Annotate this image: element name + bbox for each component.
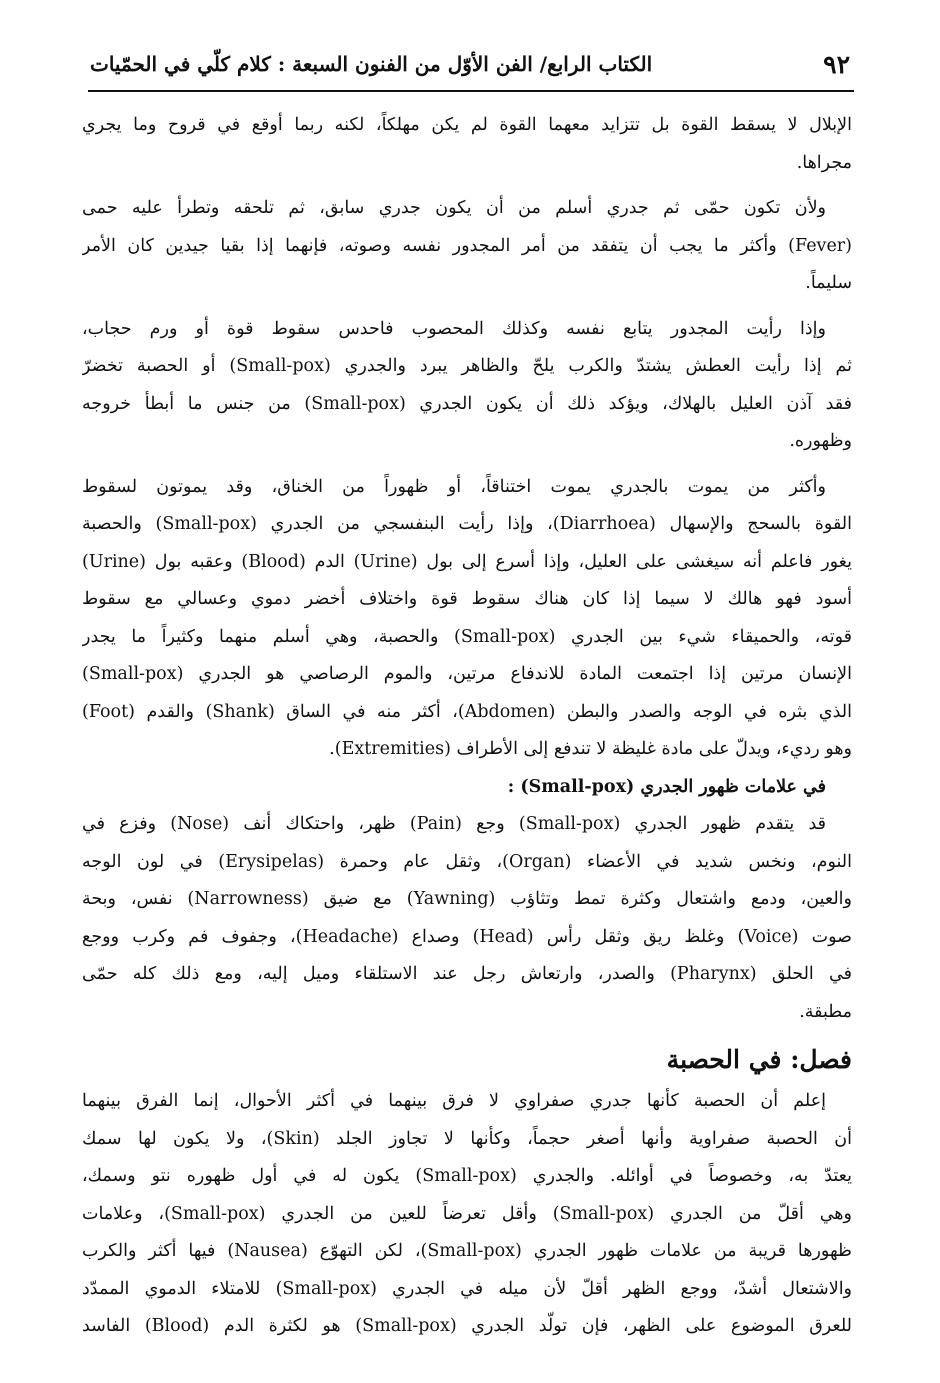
text-line: مجراها.: [796, 152, 852, 173]
text-line: وظهوره.: [789, 431, 852, 451]
text-line: ولأن تكون حمّى ثم جدري أسلم من أن يكون جدري سابق، ثم تلحقه وتطرأ عليه حمى: [82, 198, 826, 218]
text-line: إعلم أن الحصبة كأنها جدري صفراوي لا فرق بينهما في أكثر الأحوال، إنما الفرق بينهما: [82, 1091, 826, 1111]
text-line: وإذا رأيت المجدور يتابع نفسه وكذلك المحصوب فاحدس سقوط قوة أو ورم حجاب،: [82, 318, 826, 339]
text-line: وأكثر من يموت بالجدري يموت اختناقاً، أو ظهوراً من الخناق، وقد يموتون لسقوط: [82, 476, 826, 497]
running-header: [90, 44, 850, 84]
text-line: والعين، ودمع واشتعال وكثرة تمط وتثاؤب (Yawning) مع ضيق (Narrowness) نفس، وبحة: [82, 889, 852, 909]
text-line: الذي بثره في الوجه والصدر والبطن (Abdomen)، أكثر منه في الساق (Shank) والقدم (Foot): [82, 701, 852, 722]
text-line: الإنسان مرتين إذا اجتمعت المادة للاندفاع مرتين، والموم الرصاصي هو الجدري (Small-pox): [82, 664, 852, 684]
text-line: أن الحصبة صفراوية وأنها أصغر حجماً، وكأنها لا تجاوز الجلد (Skin)، ولا يكون لها سمك: [82, 1128, 852, 1149]
text-line: القوة بالسحج والإسهال (Diarrhoea)، وإذا رأيت البنفسجي من الجدري (Small-pox) والحصبة: [82, 514, 852, 534]
text-line: قد يتقدم ظهور الجدري (Small-pox) وجع (Pain) ظهر، واحتكاك أنف (Nose) وفزع في: [82, 814, 826, 834]
text-line: صوت (Voice) وغلظ ريق وثقل رأس (Head) وصداع (Headache)، وجفوف فم وكرب ووجع: [82, 926, 852, 947]
text-line: في الحلق (Pharynx) والصدر، وارتعاش رجل عند الاستلقاء وميل إليه، ومع ذلك كله حمّى: [82, 964, 852, 984]
text-line: للعرق الموضوع على الظهر، فإن تولّد الجدري (Small-pox) هو لكثرة الدم (Blood) الفاسد: [82, 1316, 852, 1336]
text-line: ظهورها قريبة من علامات ظهور الجدري (Small-pox)، لكن التهوّع (Nausea) فيها أكثر والكرب: [82, 1241, 852, 1261]
text-line: مطبقة.: [799, 1001, 852, 1022]
text-line: يغور فاعلم أنه سيغشى على العليل، وإذا أسرع إلى بول (Urine) الدم (Blood) وعقبه بول (Urine): [82, 551, 852, 572]
text-line: فقد آذن العليل بالهلاك، ويؤكد ذلك أن يكون الجدري (Small-pox) من جنس ما أبطأ خروجه: [82, 393, 852, 414]
page-number: ٩٢: [823, 49, 850, 79]
text-line: يعتدّ به، وخصوصاً في أوائله. والجدري (Small-pox) يكون له في أول ظهوره نتو وسمك،: [82, 1166, 852, 1186]
text-line: (Fever) وأكثر ما يجب أن يتفقد من أمر المجدور نفسه وصوته، فإنهما إذا بقيا جيدين كان الأمر: [82, 235, 852, 256]
section-title: فصل: في الحصبة: [666, 1045, 852, 1074]
text-line: سليماً.: [805, 273, 852, 293]
header-divider: [88, 90, 854, 92]
subheading: في علامات ظهور الجدري (Small-pox) :: [507, 776, 826, 797]
running-header-title: الكتاب الرابع/ الفن الأوّل من الفنون السبعة : كلام كلّي في الحمّيات: [90, 52, 653, 76]
text-line: وهي أقلّ من الجدري (Small-pox) وأقل تعرضاً للعين من الجدري (Small-pox)، وعلامات: [82, 1203, 852, 1224]
text-line: الإبلال لا يسقط القوة بل تتزايد معهما القوة لم يكن مهلكاً، لكنه ربما أوقع في قروح وما يجري: [82, 115, 852, 135]
page-body: [82, 107, 852, 1346]
text-line: أسود فهو هالك لا سيما إذا كان هناك سقوط قوة واختلاف أخضر دموي وعسالي مع سقوط: [82, 589, 852, 609]
text-line: ثم إذا رأيت العطش يشتدّ والكرب يلحّ والظاهر يبرد والجدري (Small-pox) أو الحصبة تخضرّ: [82, 356, 852, 376]
text-line: وهو رديء، ويدلّ على مادة غليظة لا تندفع إلى الأطراف (Extremities).: [329, 739, 852, 759]
text-line: والاشتعال أشدّ، ووجع الظهر أقلّ لأن ميله في الجدري (Small-pox) للامتلاء الدموي الممدّد: [82, 1278, 852, 1299]
text-line: النوم، ونخس شديد في الأعضاء (Organ)، وثقل عام وحمرة (Erysipelas) في لون الوجه: [82, 851, 852, 872]
text-line: قوته، والحميقاء شيء بين الجدري (Small-pox) والحصبة، وهي أسلم منهما وكثيراً ما يجدر: [82, 626, 852, 647]
